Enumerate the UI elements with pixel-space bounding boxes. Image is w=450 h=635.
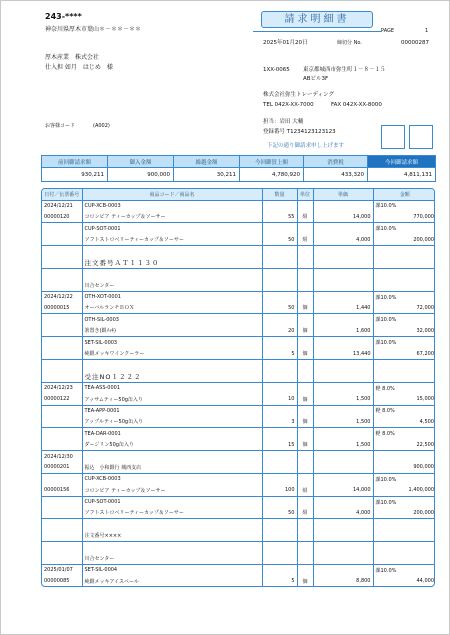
row-date-cell (42, 359, 82, 370)
row-unit-cell (297, 519, 313, 530)
detail-row (42, 291, 435, 302)
row-unit-cell (297, 565, 313, 576)
row-unit-cell (297, 200, 313, 211)
row-price-cell (313, 268, 373, 279)
row-unit-cell (297, 542, 313, 553)
row-name-cell: 注文番号ＡＴ１１３０ (82, 257, 262, 268)
row-price-cell (313, 314, 373, 325)
row-tax-cell (373, 268, 435, 279)
row-qty-cell (262, 246, 297, 257)
row-qty-cell (262, 337, 297, 348)
tax-rate: 課10.0% (375, 340, 397, 347)
row-qty-cell (262, 519, 297, 530)
row-code-cell (82, 519, 262, 530)
row-amount-cell: 900,000 (413, 464, 434, 471)
row-qty-cell: 10 (262, 394, 297, 405)
detail-table (42, 189, 435, 587)
row-date-cell (42, 257, 82, 268)
row-price-cell (313, 371, 373, 382)
row-name-cell: コロンビア ティーカップ＆ソーサー (82, 211, 262, 222)
summary-header-total: 今回御請求額 (368, 156, 436, 168)
detail-header-qty: 数量 (262, 189, 297, 200)
row-date-cell (42, 246, 82, 257)
document-date: 2025年01月20日 (263, 40, 308, 46)
detail-row (42, 371, 435, 382)
row-tax-cell (373, 314, 435, 325)
row-name-cell: ソフトストロベリーティーカップ＆ソーサー (82, 234, 262, 245)
row-date-cell (42, 508, 82, 519)
row-code-cell: CUP-XCB-0003 (82, 473, 262, 484)
row-price-cell: 14,000 (313, 485, 373, 496)
detail-header-date: 日付／伝票番号 (42, 189, 82, 200)
row-qty-cell (262, 257, 297, 268)
row-date-cell (42, 280, 82, 291)
row-name-cell: 川合センター (82, 553, 262, 564)
row-tax-cell (373, 565, 435, 576)
row-code-cell: CUP-SOT-0001 (82, 496, 262, 507)
detail-row (42, 382, 435, 393)
row-price-cell (313, 200, 373, 211)
tax-rate: 軽 8.0% (375, 431, 395, 438)
row-price-cell: 4,000 (313, 508, 373, 519)
detail-row (42, 496, 435, 507)
tax-rate: 課10.0% (375, 567, 397, 574)
row-price-cell (313, 280, 373, 291)
row-date-cell (42, 223, 82, 234)
tax-rate: 課10.0% (375, 294, 397, 301)
row-amount-cell (373, 530, 435, 541)
row-name-cell: コロンビア ティーカップ＆ソーサー (82, 485, 262, 496)
row-tax-cell (373, 291, 435, 302)
row-name-cell: アッサムティー50g缶入り (82, 394, 262, 405)
row-code-cell (82, 542, 262, 553)
row-code-cell (82, 246, 262, 257)
detail-row (42, 303, 435, 314)
row-amount-cell (373, 553, 435, 564)
tax-rate: 課10.0% (375, 203, 397, 210)
row-date-cell (42, 268, 82, 279)
row-unit-cell (297, 530, 313, 541)
detail-frame (41, 188, 435, 587)
row-qty-cell (262, 223, 297, 234)
row-unit-cell (297, 280, 313, 291)
row-price-cell (313, 337, 373, 348)
row-tax-cell (373, 223, 435, 234)
row-tax-cell (373, 337, 435, 348)
row-date-cell (42, 234, 82, 245)
row-name-cell: 純銀メッキアイスペール (82, 576, 262, 587)
row-price-cell (313, 291, 373, 302)
row-date-cell: 00000085 (42, 576, 82, 587)
row-price-cell (313, 451, 373, 462)
customer-code-label: お客様コード (45, 123, 76, 129)
row-unit-cell (297, 371, 313, 382)
stamp-box-right (409, 125, 433, 149)
row-date-cell (42, 325, 82, 336)
row-date-cell: 00000201 (42, 462, 82, 473)
row-price-cell (313, 553, 373, 564)
row-tax-cell (373, 451, 435, 462)
tax-rate: 課10.0% (375, 317, 397, 324)
summary-value-payment: 900,000 (108, 168, 174, 182)
row-tax-cell (373, 382, 435, 393)
row-price-cell: 4,000 (313, 234, 373, 245)
row-unit-cell (297, 268, 313, 279)
title-underline (253, 31, 381, 32)
row-tax-cell (373, 473, 435, 484)
row-tax-cell (373, 496, 435, 507)
row-amount-cell: 4,500 (419, 418, 434, 425)
row-unit-cell (297, 451, 313, 462)
row-name-cell: オーバルランチＢＯＸ (82, 303, 262, 314)
detail-row (42, 530, 435, 541)
tax-rate: 軽 8.0% (375, 408, 395, 415)
detail-row (42, 428, 435, 439)
row-price-cell (313, 428, 373, 439)
tax-rate: 課10.0% (375, 499, 397, 506)
detail-row (42, 200, 435, 211)
row-code-cell (82, 451, 262, 462)
row-qty-cell (262, 200, 297, 211)
row-qty-cell: 3 (262, 416, 297, 427)
row-unit-cell (297, 291, 313, 302)
page-number: 1 (425, 28, 429, 34)
row-unit-cell: 個 (297, 348, 313, 359)
summary-header-carryover: 繰越金額 (174, 156, 240, 168)
row-price-cell (313, 496, 373, 507)
detail-row (42, 485, 435, 496)
row-qty-cell (262, 405, 297, 416)
row-date-cell (42, 428, 82, 439)
row-qty-cell (262, 553, 297, 564)
row-unit-cell: 個 (297, 394, 313, 405)
row-date-cell (42, 553, 82, 564)
row-qty-cell: 5 (262, 348, 297, 359)
row-price-cell: 1,440 (313, 303, 373, 314)
row-qty-cell: 100 (262, 485, 297, 496)
detail-row (42, 268, 435, 279)
summary-header-tax: 消費税 (304, 156, 368, 168)
row-tax-cell (373, 246, 435, 257)
row-price-cell (313, 462, 373, 473)
row-qty-cell: 55 (262, 211, 297, 222)
row-qty-cell (262, 565, 297, 576)
summary-header-payment: 御入金額 (108, 156, 174, 168)
row-unit-cell: 個 (297, 303, 313, 314)
row-amount-cell: 200,000 (413, 236, 434, 243)
row-price-cell (313, 473, 373, 484)
row-price-cell (313, 405, 373, 416)
row-amount-cell: 67,200 (416, 350, 434, 357)
row-unit-cell (297, 428, 313, 439)
detail-row (42, 234, 435, 245)
detail-row (42, 314, 435, 325)
row-name-cell: 純銀メッキワインクーラー (82, 348, 262, 359)
document-title: 請求明細書 (261, 11, 373, 28)
row-date-cell: 00000122 (42, 394, 82, 405)
tax-rate: 課10.0% (375, 476, 397, 483)
row-qty-cell: 5 (262, 576, 297, 587)
row-price-cell (313, 246, 373, 257)
summary-value-carryover: 30,211 (174, 168, 240, 182)
row-date-cell: 2024/12/30 (42, 451, 82, 462)
customer-code-value: (A002) (93, 123, 110, 129)
row-amount-cell: 1,400,000 (408, 487, 434, 494)
row-amount-cell: 44,000 (373, 576, 435, 587)
row-price-cell (313, 530, 373, 541)
issuer-registration: 登録番号 T1234123123123 (263, 129, 336, 135)
detail-row (42, 565, 435, 576)
row-date-cell (42, 371, 82, 382)
row-name-cell: アップルティー50g缶入り (82, 416, 262, 427)
row-unit-cell: 個 (297, 576, 313, 587)
row-date-cell (42, 314, 82, 325)
row-price-cell (313, 359, 373, 370)
row-qty-cell (262, 462, 297, 473)
row-code-cell: SET-SIL-0003 (82, 337, 262, 348)
row-tax-cell (373, 542, 435, 553)
row-qty-cell: 15 (262, 439, 297, 450)
detail-row (42, 348, 435, 359)
row-price-cell: 14,000 (313, 211, 373, 222)
summary-header-previous: 前回御請求額 (42, 156, 108, 168)
detail-row (42, 325, 435, 336)
row-qty-cell (262, 496, 297, 507)
row-unit-cell (297, 553, 313, 564)
row-unit-cell: 組 (297, 485, 313, 496)
row-unit-cell (297, 246, 313, 257)
detail-row (42, 553, 435, 564)
row-amount-cell (373, 280, 435, 291)
row-unit-cell (297, 473, 313, 484)
detail-row (42, 508, 435, 519)
row-qty-cell (262, 382, 297, 393)
row-price-cell: 8,800 (313, 576, 373, 587)
tax-rate: 軽 8.0% (375, 385, 395, 392)
row-tax-cell (373, 519, 435, 530)
row-price-cell (313, 382, 373, 393)
row-price-cell (313, 565, 373, 576)
issuer-postal: 1XX-0065 (263, 67, 290, 73)
row-unit-cell (297, 223, 313, 234)
detail-row (42, 394, 435, 405)
detail-row (42, 280, 435, 291)
stamp-box-left (381, 125, 405, 149)
summary-table (41, 155, 436, 182)
row-qty-cell (262, 291, 297, 302)
detail-row (42, 416, 435, 427)
summary-value-total: 4,811,131 (368, 168, 436, 182)
detail-header-item: 商品コード／商品名 (82, 189, 262, 200)
row-price-cell: 13,440 (313, 348, 373, 359)
row-unit-cell (297, 337, 313, 348)
row-price-cell: 1,500 (313, 439, 373, 450)
detail-row (42, 451, 435, 462)
row-amount-cell: 72,000 (416, 304, 434, 311)
row-date-cell (42, 405, 82, 416)
row-name-cell: 注文番号×××× (82, 530, 262, 541)
row-price-cell (313, 223, 373, 234)
row-name-cell: 川合センター (82, 280, 262, 291)
recipient-postal: 243-**** (45, 12, 82, 21)
row-date-cell: 2024/12/23 (42, 382, 82, 393)
row-unit-cell: 組 (297, 234, 313, 245)
row-amount-cell: 32,000 (416, 327, 434, 334)
row-unit-cell: 個 (297, 439, 313, 450)
row-code-cell: TEA-ASS-0001 (82, 382, 262, 393)
recipient-contact: 仕入担 如月 はじめ 様 (45, 64, 113, 71)
summary-value-previous: 930,211 (42, 168, 108, 182)
billing-notice: 下記の通り御請求申し上げます (267, 143, 345, 149)
row-amount-cell: 22,500 (416, 441, 434, 448)
row-code-cell: TEA-DAR-0001 (82, 428, 262, 439)
detail-row (42, 576, 435, 587)
row-unit-cell (297, 359, 313, 370)
row-qty-cell (262, 314, 297, 325)
row-date-cell: 2025/01/07 (42, 565, 82, 576)
row-date-cell (42, 530, 82, 541)
detail-row (42, 246, 435, 257)
row-price-cell: 1,500 (313, 394, 373, 405)
recipient-company: 厚木産業 株式会社 (45, 54, 100, 61)
row-qty-cell (262, 280, 297, 291)
detail-row (42, 462, 435, 473)
summary-value-tax: 433,320 (304, 168, 368, 182)
row-price-cell (313, 257, 373, 268)
row-qty-cell: 20 (262, 325, 297, 336)
row-qty-cell (262, 451, 297, 462)
issuer-company: 株式会社弥生トレーディング (263, 92, 334, 98)
row-qty-cell (262, 359, 297, 370)
closing-label: 締切分 No. (337, 40, 362, 46)
detail-header-price: 単価 (313, 189, 373, 200)
row-code-cell: CUP-SOT-0001 (82, 223, 262, 234)
row-name-cell: 箸置き(銀ﾒｯｷ) (82, 325, 262, 336)
detail-row (42, 257, 435, 268)
row-date-cell (42, 519, 82, 530)
page-label: PAGE (381, 28, 395, 34)
row-tax-cell (373, 200, 435, 211)
row-unit-cell (297, 314, 313, 325)
detail-row (42, 359, 435, 370)
detail-row (42, 439, 435, 450)
row-date-cell (42, 496, 82, 507)
row-name-cell: ダージリン50g缶入り (82, 439, 262, 450)
row-code-cell (82, 359, 262, 370)
row-code-cell: SET-SIL-0004 (82, 565, 262, 576)
row-qty-cell: 50 (262, 303, 297, 314)
row-name-cell: ソフトストロベリーティーカップ＆ソーサー (82, 508, 262, 519)
row-tax-cell (373, 428, 435, 439)
row-qty-cell (262, 530, 297, 541)
row-date-cell (42, 439, 82, 450)
row-date-cell: 2024/12/22 (42, 291, 82, 302)
row-tax-cell (373, 359, 435, 370)
row-qty-cell (262, 371, 297, 382)
issuer-address2: ABビル3F (303, 76, 329, 82)
row-date-cell (42, 416, 82, 427)
issuer-person: 担当：岩田 大輔 (263, 119, 304, 125)
row-unit-cell: 個 (297, 325, 313, 336)
row-price-cell: 1,600 (313, 325, 373, 336)
row-unit-cell (297, 462, 313, 473)
row-qty-cell: 50 (262, 234, 297, 245)
row-code-cell (82, 268, 262, 279)
row-code-cell: OTH-XOT-0001 (82, 291, 262, 302)
row-code-cell: OTH-SIL-0003 (82, 314, 262, 325)
detail-row (42, 337, 435, 348)
row-unit-cell (297, 405, 313, 416)
detail-row (42, 211, 435, 222)
issuer-address1: 東京都城西市弥生町１－８－１５ (303, 67, 386, 73)
row-date-cell (42, 542, 82, 553)
row-unit-cell: 個 (297, 416, 313, 427)
row-price-cell (313, 519, 373, 530)
row-amount-cell: 200,000 (413, 509, 434, 516)
row-unit-cell (297, 382, 313, 393)
detail-row (42, 223, 435, 234)
detail-row (42, 519, 435, 530)
recipient-address: 神奈川県厚木市葉山＊－＊＊－＊＊ (45, 26, 142, 33)
detail-row (42, 473, 435, 484)
tax-rate: 課10.0% (375, 226, 397, 233)
row-amount-cell (373, 257, 435, 268)
row-date-cell: 00000156 (42, 485, 82, 496)
row-qty-cell: 50 (262, 508, 297, 519)
detail-header-unit: 単位 (297, 189, 313, 200)
row-amount-cell: 15,000 (416, 396, 434, 403)
row-amount-cell (373, 371, 435, 382)
row-unit-cell: 組 (297, 508, 313, 519)
row-qty-cell (262, 268, 297, 279)
row-name-cell: 受注NO１２２２ (82, 371, 262, 382)
row-date-cell: 2024/12/21 (42, 200, 82, 211)
row-price-cell (313, 542, 373, 553)
row-code-cell: TEA-APP-0001 (82, 405, 262, 416)
issuer-tel: TEL 042X-XX-7000 (263, 102, 314, 108)
row-qty-cell (262, 428, 297, 439)
row-tax-cell (373, 405, 435, 416)
row-date-cell (42, 473, 82, 484)
row-price-cell: 1,500 (313, 416, 373, 427)
row-unit-cell (297, 496, 313, 507)
row-code-cell: CUP-XCB-0003 (82, 200, 262, 211)
detail-row (42, 405, 435, 416)
summary-header-purchases: 今回御買上額 (240, 156, 304, 168)
issuer-fax: FAX 042X-XX-8000 (331, 102, 382, 108)
row-qty-cell (262, 542, 297, 553)
row-date-cell: 00000120 (42, 211, 82, 222)
row-unit-cell: 組 (297, 211, 313, 222)
row-date-cell (42, 337, 82, 348)
row-date-cell: 00000015 (42, 303, 82, 314)
detail-row (42, 542, 435, 553)
row-date-cell (42, 348, 82, 359)
row-name-cell: 振込 小和銀行 城西支店 (82, 462, 262, 473)
document-number: 00000287 (401, 40, 429, 46)
row-qty-cell (262, 473, 297, 484)
detail-header-amount: 金額 (373, 189, 435, 200)
row-unit-cell (297, 257, 313, 268)
summary-value-purchases: 4,780,920 (240, 168, 304, 182)
row-amount-cell: 770,000 (413, 213, 434, 220)
